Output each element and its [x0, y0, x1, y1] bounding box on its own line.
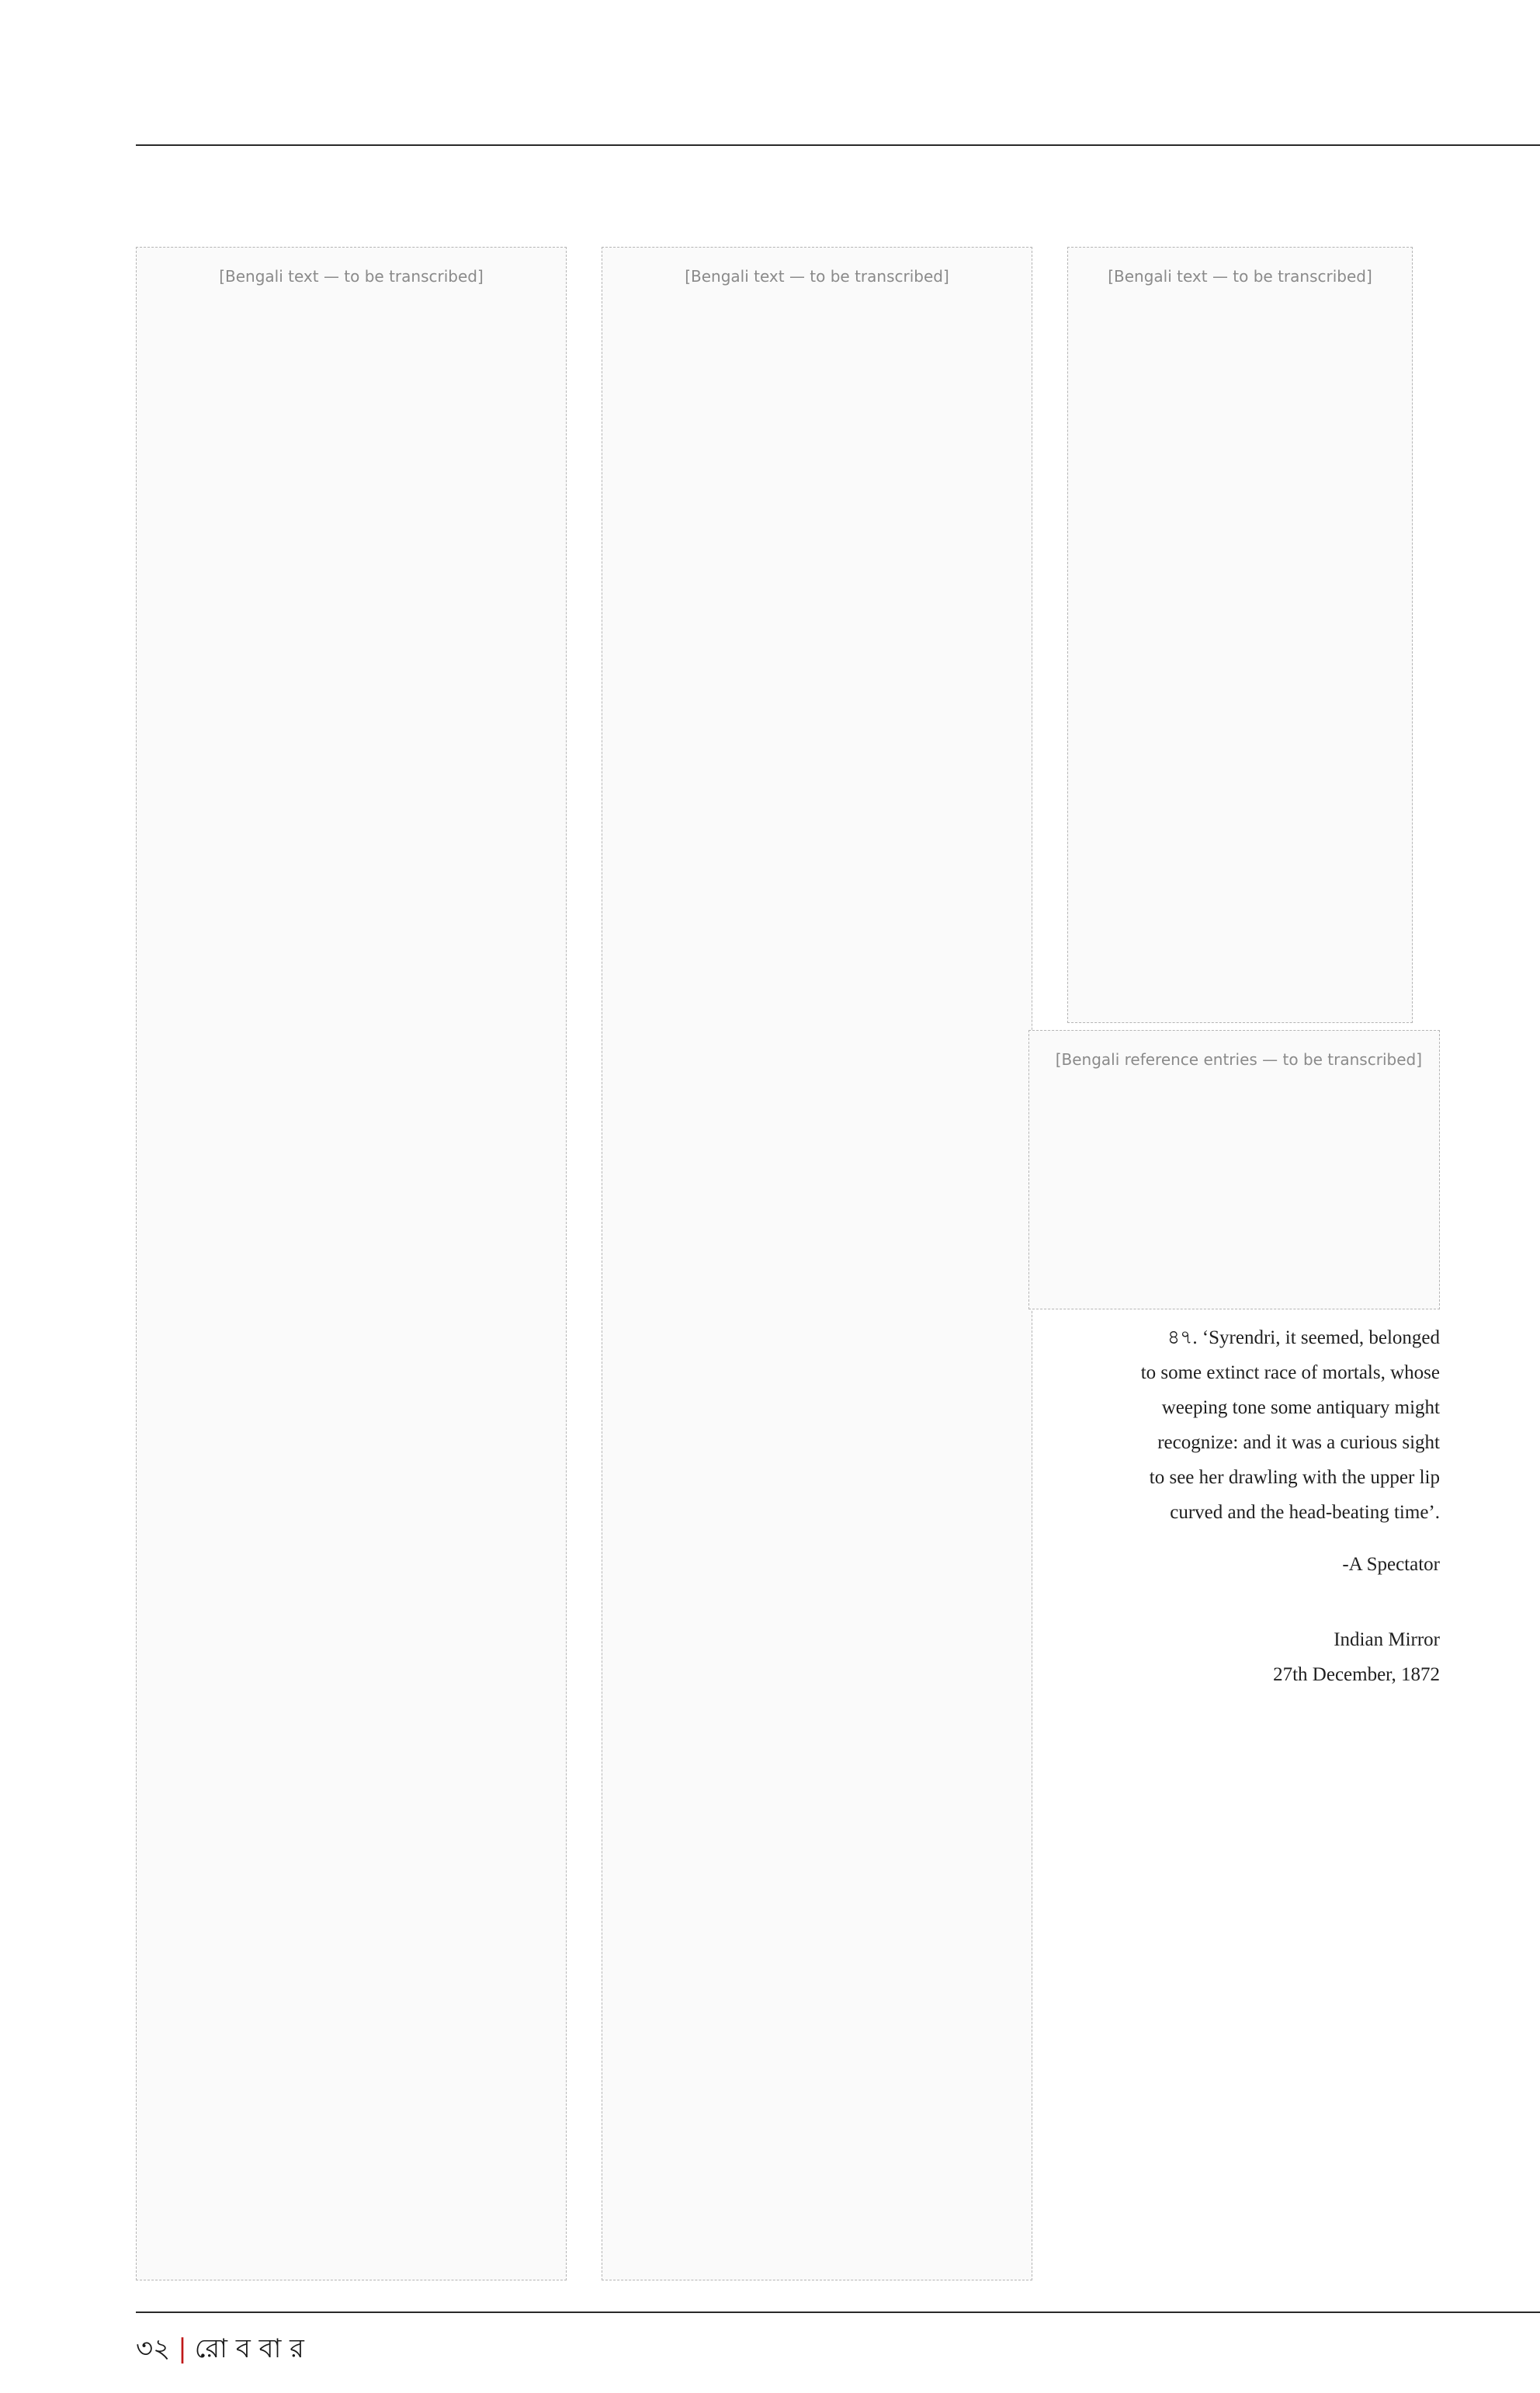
- quote-line: ৪৭. ‘Syrendri, it seemed, belonged: [1167, 1327, 1440, 1348]
- quote-signature: -A Spectator: [1342, 1554, 1440, 1575]
- quote-line: curved and the head-beating time’.: [1170, 1502, 1440, 1523]
- top-rule: [136, 144, 1540, 146]
- transcription-pending: [Bengali text — to be transcribed]: [136, 247, 567, 2280]
- quote-line: to see her drawling with the upper lip: [1149, 1467, 1440, 1488]
- article-column-1: [136, 247, 567, 2280]
- page-number: ৩২: [136, 2333, 171, 2364]
- quote-line: to some extinct race of mortals, whose: [1140, 1362, 1440, 1383]
- transcription-pending: [Bengali reference entries — to be transcribed]: [1028, 1030, 1440, 1309]
- references-block: [1028, 1021, 1440, 1692]
- quote-line: recognize: and it was a curious sight: [1157, 1432, 1440, 1453]
- footer-separator: |: [178, 2333, 187, 2364]
- transcription-pending: [Bengali text — to be transcribed]: [1067, 247, 1413, 1023]
- bottom-rule: [136, 2311, 1540, 2313]
- transcription-pending: [Bengali text — to be transcribed]: [602, 247, 1032, 2280]
- source-date: 27th December, 1872: [1273, 1664, 1440, 1685]
- page-footer: [136, 2329, 304, 2373]
- source-name: Indian Mirror: [1334, 1629, 1440, 1650]
- article-column-2: [602, 247, 1032, 2280]
- quote-line: weeping tone some antiquary might: [1161, 1397, 1440, 1418]
- magazine-name: রো ব বা র: [194, 2333, 304, 2364]
